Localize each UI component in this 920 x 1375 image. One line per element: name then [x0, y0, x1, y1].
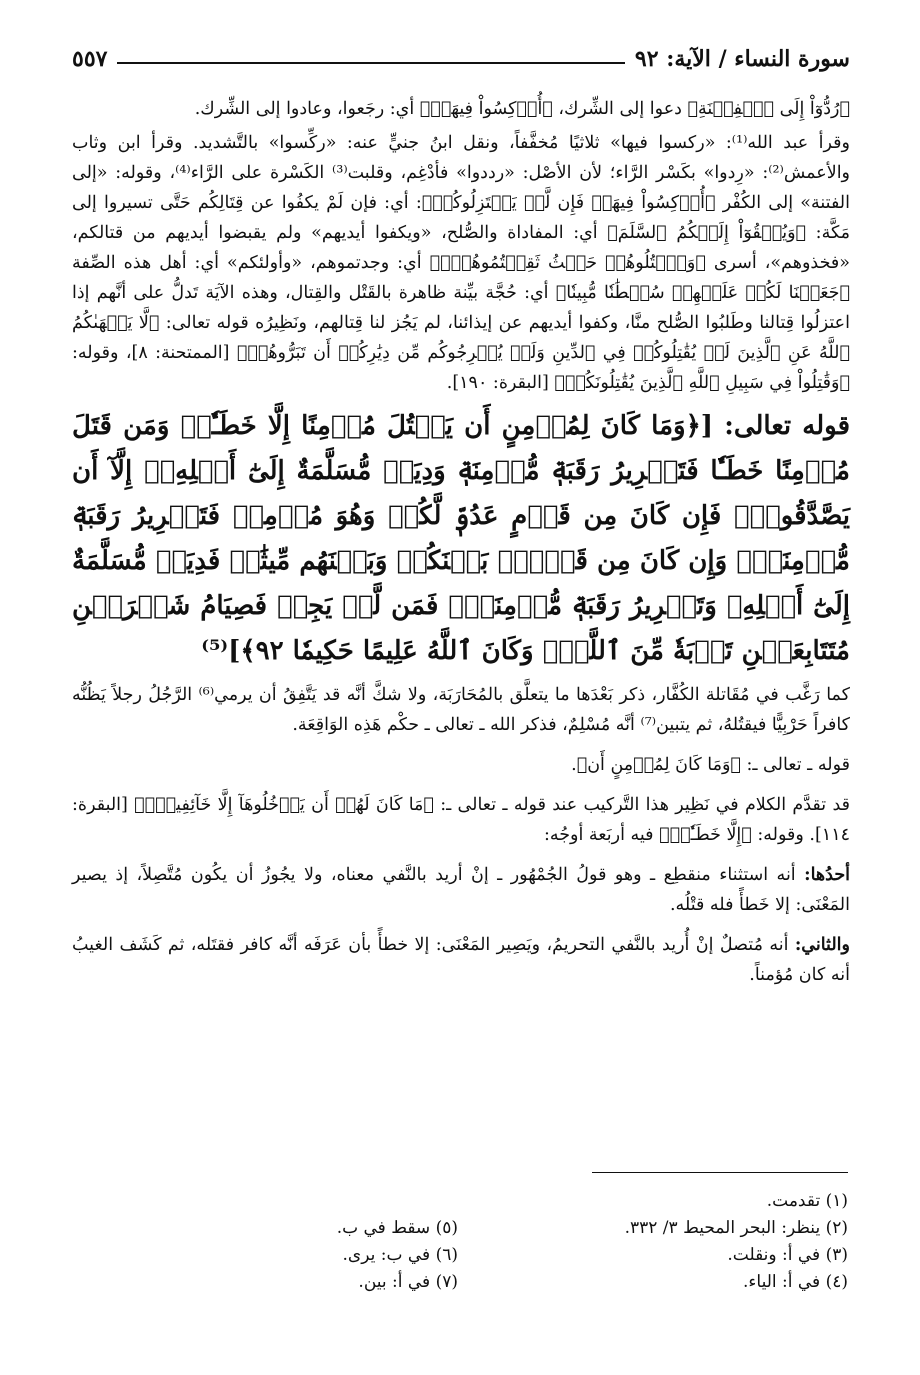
paragraph-5: قد تقدَّم الكلام في نَظِير هذا التَّركيب عند قوله ـ تعالى ـ: ﴿مَا كَانَ لَهُمۡ أَن يَدۡخُلُوهَآ إِلَّا خَآئِفِينَۚ﴾ [البقرة: ١١٤]. وقوله: ﴿إِلَّا خَطَـٔٗاۚ﴾ فيه أربَعة أوجُه: [72, 795, 851, 845]
page-number: ٥٥٧ [72, 46, 108, 72]
footnote-7: (٧) في أ: بين. [358, 1272, 458, 1292]
footnotes-right-column [458, 1188, 848, 1296]
paragraph-3: كما رَغَّب في مُقَاتلة الكُفَّار، ذكر بَعْدَها ما يتعلَّق بالمُحَارَبَة، ولا شكَّ أنَّه قد يَتَّفِقُ أن يرمي⁽⁶⁾ الرَّجُلُ رجلاً يَظُنُّه كافراً حَرْبِيًّا فيقتُلهُ، ثم يتبين⁽⁷⁾ أنَّه مُسْلِمٌ، فذكر الله ـ تعالى ـ حكْم هَذِه الوَاقِعَة. [72, 685, 850, 735]
running-header [72, 36, 850, 72]
footnote-6: (٦) في ب: يرى. [342, 1245, 458, 1265]
header-rule [117, 62, 624, 64]
footnotes [68, 1188, 848, 1296]
surah-title: سورة النساء / الآية: ٩٢ [634, 46, 850, 72]
footnote-4: (٤) في أ: الياء. [743, 1272, 848, 1292]
point-second-text: أنه مُتصلٌ إنْ أُريد بالنَّفي التحريمُ، ويَصِير المَعْنَى: إلا خطأً بأن عَرَفَه أنَّه كافر فقتَله، ثم كَشَف الغيبُ أنه كان مُؤمناً. [72, 935, 850, 985]
footnotes-left-column [68, 1188, 458, 1296]
footnote-1: (١) تقدمت. [766, 1191, 848, 1211]
paragraph-1: ﴿رُدُّوٓاْ إِلَى ٱلۡفِتۡنَةِ﴾ دعوا إلى الشِّرك، ﴿أُرۡكِسُواْ فِيهَاۚ﴾ أي: رجَعوا، وعادوا إلى الشِّرك. [194, 99, 850, 119]
point-first-lead: أحدُها: [804, 865, 850, 885]
main-text [72, 94, 850, 990]
footnote-3: (٣) في أ: ونقلت. [727, 1245, 848, 1265]
paragraph-4: قوله ـ تعالى ـ: ﴿وَمَا كَانَ لِمُؤۡمِنٍ أَن﴾. [571, 755, 850, 775]
footnote-2: (٢) ينظر: البحر المحيط ٣/ ٣٣٢. [624, 1218, 848, 1238]
paragraph-2: وقرأ عبد الله⁽¹⁾: «ركسوا فيها» ثلاثيًا مُخفَّفاً، ونقل ابنُ جنيٍّ عنه: «ركِّسوا» بالتَّشديد. وقرأ ابن وثاب والأعمش⁽²⁾: «رِدوا» بكَسْر الرَّاء؛ لأن الأصْل: «رددوا» فأدْغِم، وقلبت⁽³⁾ الكَسْرة على الرَّاء⁽⁴⁾، وقوله: «إلى الفتنة» إلى الكُفْر ﴿أُرۡكِسُواْ فِيهَاۚ فَإِن لَّمۡ يَعۡتَزِلُوكُمۡ﴾: أي: فإن لَمْ يكفُوا عن قِتَالِكُم حَتَّى تسيروا إلى مَكَّة: ﴿وَيُلۡقُوٓاْ إِلَيۡكُمُ ٱلسَّلَمَ﴾ أي: المفاداة والصُّلح، «ويكفوا أيديهم» ولم يقبضوا أيديهم من قتالكم، «فخذوهم»، أسرى ﴿وَٱقۡتُلُوهُمۡ حَيۡثُ ثَقِفۡتُمُوهُمۡۚ﴾ أي: وجدتموهم، «وأولئكم» أي: أهل هذه الصِّفة ﴿جَعَلۡنَا لَكُمۡ عَلَيۡهِمۡ سُلۡطَٰنٗا مُّبِينٗا﴾ أي: حُجَّة بيِّنة ظاهرة بالقَتْل والقِتال، وهذه الآيَة تَدلُّ على أنَّهم إذا اعتزلُوا قِتالنا وطَلبُوا الصُّلح منَّا، وكفوا أيديهم عن إيذائنا، لم يَجُز لنا قِتالهم، ونَظِيرُه قوله تعالى: ﴿لَّا يَنۡهَىٰكُمُ ٱللَّهُ عَنِ ٱلَّذِينَ لَمۡ يُقَٰتِلُوكُمۡ فِي ٱلدِّينِ وَلَمۡ يُخۡرِجُوكُم مِّن دِيَٰرِكُمۡ أَن تَبَرُّوهُمۡ﴾ [الممتحنة: ٨]، وقوله: ﴿وَقَٰتِلُواْ فِي سَبِيلِ ٱللَّهِ ٱلَّذِينَ يُقَٰتِلُونَكُمۡ﴾ [البقرة: ١٩٠]. [72, 133, 851, 393]
footnote-5: (٥) سقط في ب. [336, 1218, 458, 1238]
footnote-rule [592, 1172, 848, 1173]
point-second [72, 930, 850, 990]
point-second-lead: والثاني: [794, 935, 850, 955]
quran-verse: قوله تعالى: [﴿وَمَا كَانَ لِمُؤۡمِنٍ أَن يَقۡتُلَ مُؤۡمِنًا إِلَّا خَطَـٔٗاۚ وَمَن قَتَلَ مُؤۡمِنًا خَطَـٔٗا فَتَحۡرِيرُ رَقَبَةٖ مُّؤۡمِنَةٖ وَدِيَةٞ مُّسَلَّمَةٌ إِلَىٰٓ أَهۡلِهِۦٓ إِلَّآ أَن يَصَّدَّقُواْۚ فَإِن كَانَ مِن قَوۡمٍ عَدُوّٖ لَّكُمۡ وَهُوَ مُؤۡمِنٞ فَتَحۡرِيرُ رَقَبَةٖ مُّؤۡمِنَةٖۖ وَإِن كَانَ مِن قَوۡمِۭ بَيۡنَكُمۡ وَبَيۡنَهُم مِّيثَٰقٞ فَدِيَةٞ مُّسَلَّمَةٌ إِلَىٰٓ أَهۡلِهِۦ وَتَحۡرِيرُ رَقَبَةٖ مُّؤۡمِنَةٖۖ فَمَن لَّمۡ يَجِدۡ فَصِيَامُ شَهۡرَيۡنِ مُتَتَابِعَيۡنِ تَوۡبَةٗ مِّنَ ٱللَّهِۗ وَكَانَ ٱللَّهُ عَلِيمًا حَكِيمٗا ٩٢﴾]⁽⁵⁾ [72, 411, 850, 666]
point-first-text: أنه استثناء منقطِع ـ وهو قولُ الجُمْهُور ـ إنْ أريد بالنَّفي معناه، ولا يجُوزُ أن يكُون مُتَّصِلاً، إذ يصير المَعْنَى: إلا خَطأً فله قتْلُه. [72, 865, 850, 915]
point-first [72, 860, 850, 920]
